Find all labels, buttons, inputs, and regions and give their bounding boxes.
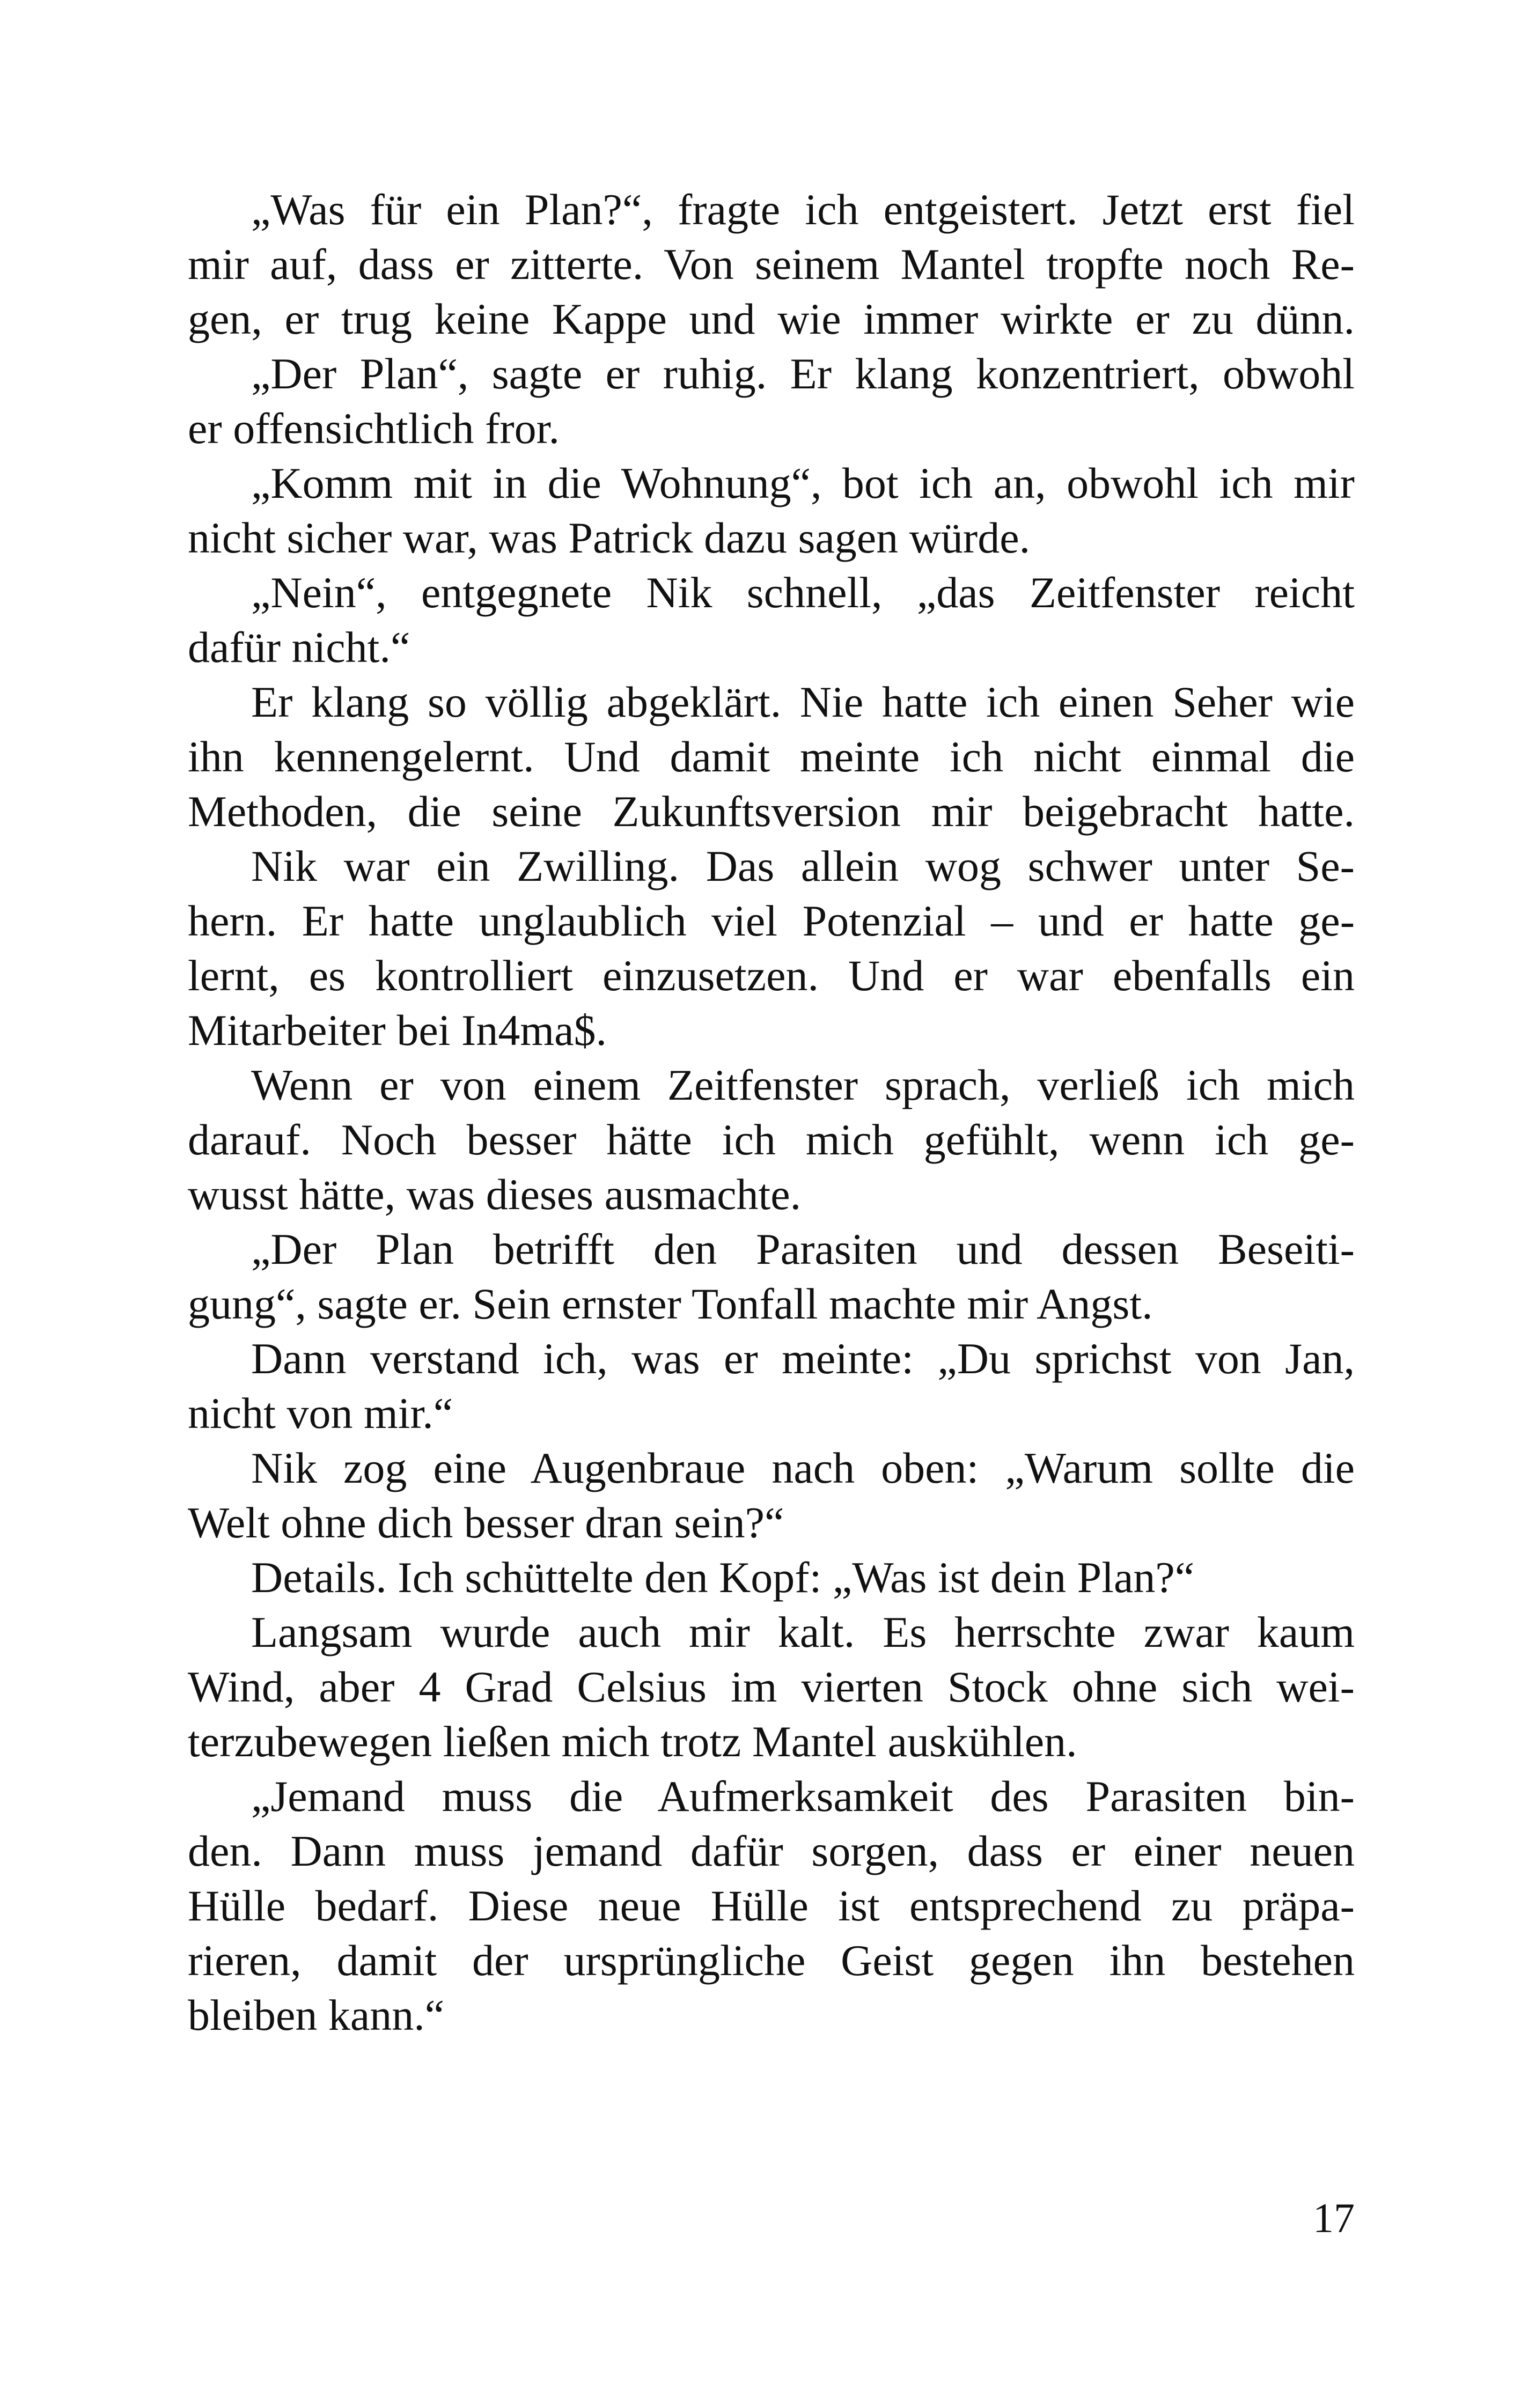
text-line: gung“, sagte er. Sein ernster Tonfall machte mir Angst.	[188, 1279, 1153, 1328]
text-line: Nik war ein Zwilling. Das allein wog schwer unter Se-	[251, 842, 1355, 890]
text-line: Methoden, die seine Zukunftsversion mir beigebracht hatte.	[188, 787, 1355, 836]
text-line: darauf. Noch besser hätte ich mich gefühlt, wenn ich ge-	[188, 1115, 1355, 1164]
text-line: lernt, es kontrolliert einzusetzen. Und er war ebenfalls ein	[188, 951, 1355, 1000]
text-line: rieren, damit der ursprüngliche Geist gegen ihn bestehen	[188, 1936, 1355, 1985]
text-line: „Jemand muss die Aufmerksamkeit des Parasiten bin-	[251, 1772, 1355, 1821]
text-line: Er klang so völlig abgeklärt. Nie hatte ich einen Seher wie	[251, 678, 1355, 726]
text-line: „Der Plan betrifft den Parasiten und dessen Beseiti-	[251, 1225, 1355, 1273]
text-line: „Der Plan“, sagte er ruhig. Er klang konzentriert, obwohl	[251, 349, 1355, 398]
text-line: mir auf, dass er zitterte. Von seinem Mantel tropfte noch Re-	[188, 240, 1355, 289]
text-line: dafür nicht.“	[188, 623, 410, 672]
text-line: Details. Ich schüttelte den Kopf: „Was ist dein Plan?“	[251, 1553, 1195, 1602]
text-line: Hülle bedarf. Diese neue Hülle ist entsprechend zu präpa-	[188, 1881, 1355, 1930]
body-text	[188, 182, 1355, 2043]
text-line: Welt ohne dich besser dran sein?“	[188, 1498, 784, 1547]
text-line: er offensichtlich fror.	[188, 404, 560, 453]
text-line: gen, er trug keine Kappe und wie immer wirkte er zu dünn.	[188, 294, 1355, 343]
text-line: terzubewegen ließen mich trotz Mantel auskühlen.	[188, 1717, 1077, 1766]
text-line: Dann verstand ich, was er meinte: „Du sprichst von Jan,	[251, 1334, 1355, 1383]
text-line: wusst hätte, was dieses ausmachte.	[188, 1170, 802, 1219]
text-line: Wind, aber 4 Grad Celsius im vierten Stock ohne sich wei-	[188, 1662, 1355, 1711]
text-line: „Was für ein Plan?“, fragte ich entgeistert. Jetzt erst fiel	[251, 185, 1355, 234]
text-line: „Komm mit in die Wohnung“, bot ich an, obwohl ich mir	[251, 459, 1355, 507]
text-line: bleiben kann.“	[188, 1991, 445, 2039]
text-line: hern. Er hatte unglaublich viel Potenzial – und er hatte ge-	[188, 896, 1355, 945]
text-line: ihn kennengelernt. Und damit meinte ich nicht einmal die	[188, 732, 1355, 781]
text-line: Nik zog eine Augenbraue nach oben: „Warum sollte die	[251, 1444, 1355, 1492]
text-line: nicht von mir.“	[188, 1389, 453, 1438]
page-number: 17	[1313, 2195, 1355, 2241]
text-line: Wenn er von einem Zeitfenster sprach, verließ ich mich	[251, 1061, 1355, 1109]
text-line: nicht sicher war, was Patrick dazu sagen würde.	[188, 513, 1031, 562]
text-line: Mitarbeiter bei In4ma$.	[188, 1006, 607, 1055]
text-line: „Nein“, entgegnete Nik schnell, „das Zeitfenster reicht	[251, 568, 1355, 617]
text-line: den. Dann muss jemand dafür sorgen, dass er einer neuen	[188, 1827, 1355, 1875]
text-line: Langsam wurde auch mir kalt. Es herrschte zwar kaum	[251, 1608, 1355, 1656]
